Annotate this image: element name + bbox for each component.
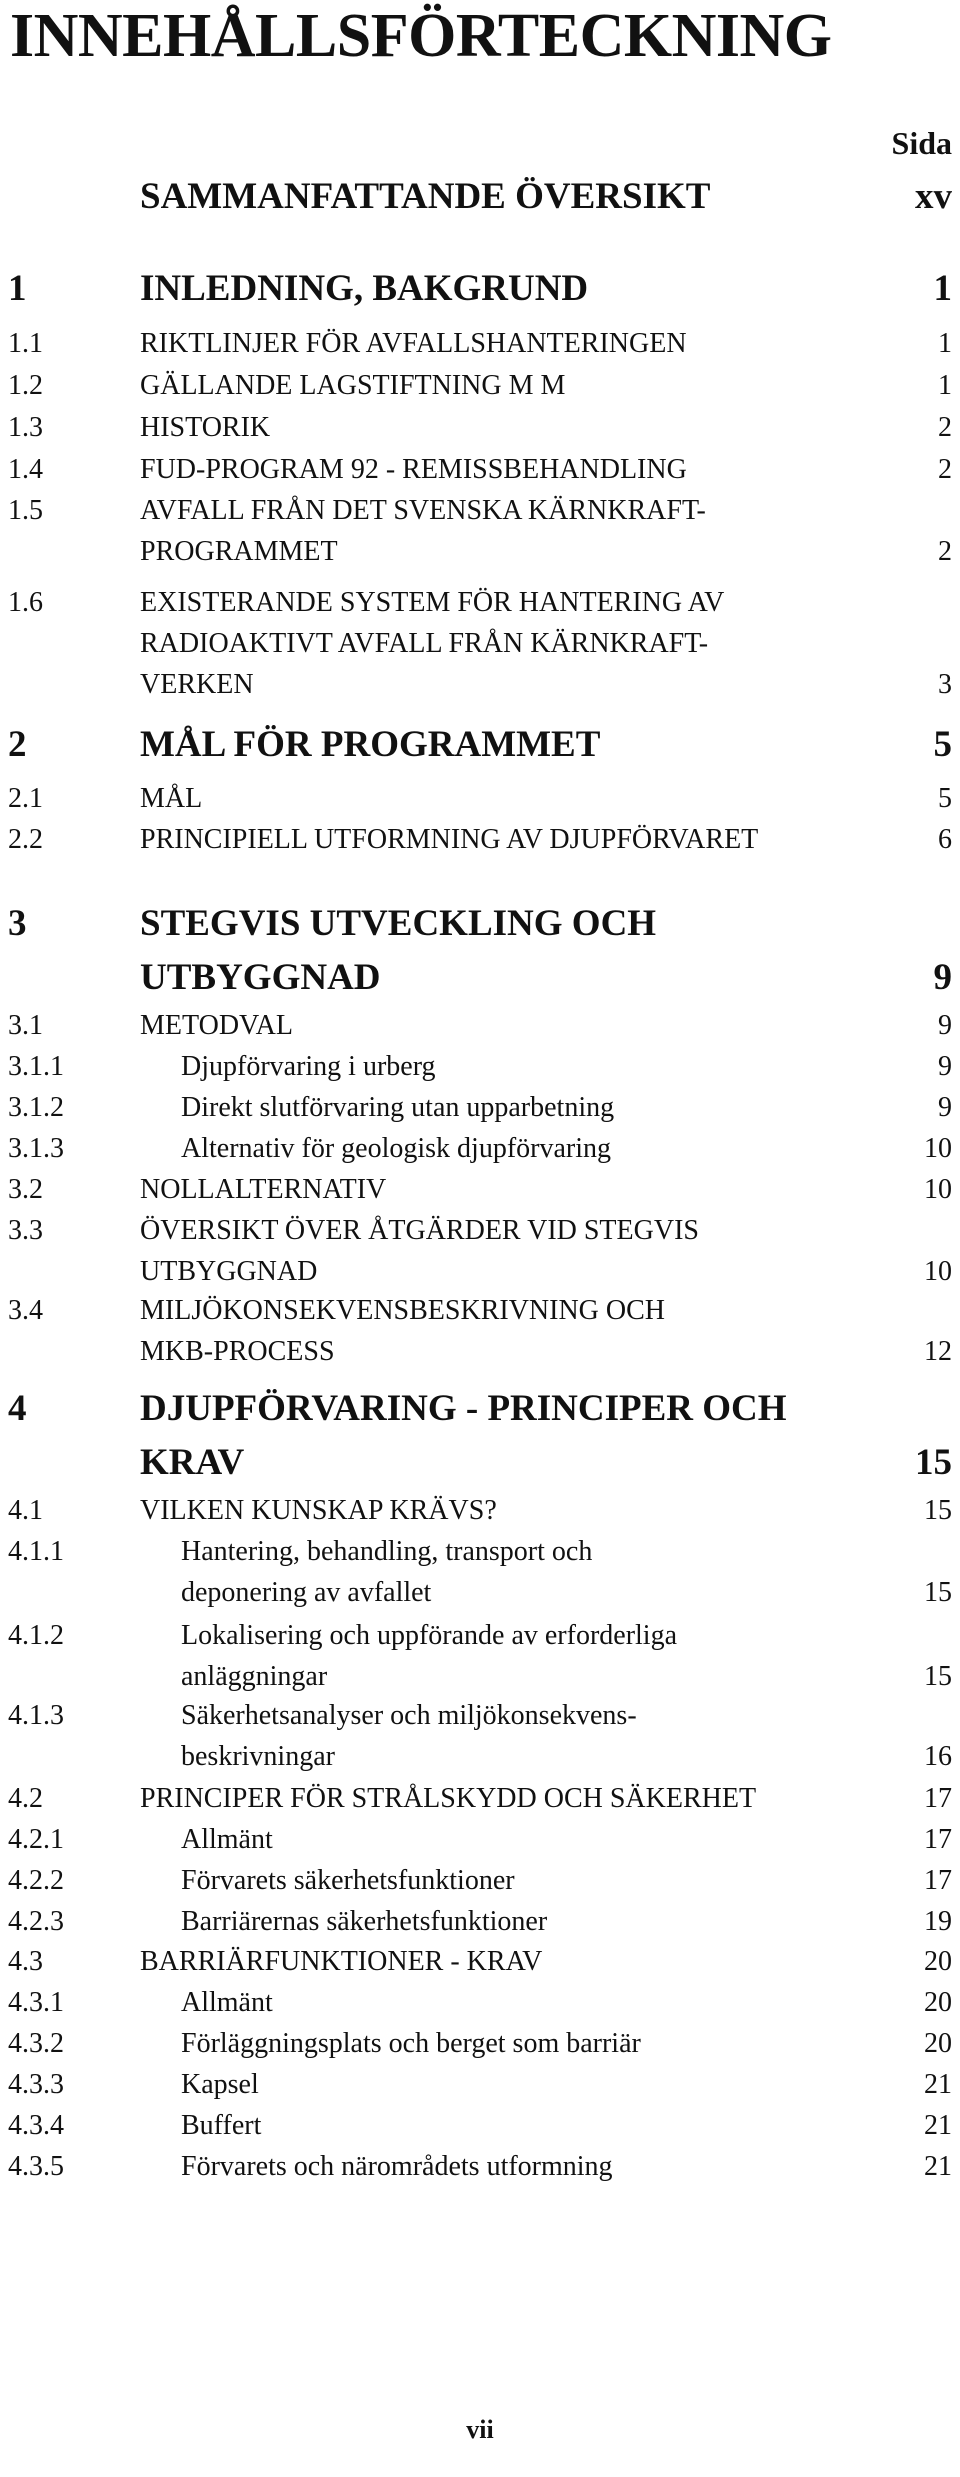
toc-entry-title: Alternativ för geologisk djupförvaring: [181, 1133, 612, 1164]
toc-entry-number: 3.1: [8, 1010, 43, 1041]
toc-entry-page: 21: [924, 2151, 952, 2182]
toc-subsection-entry[interactable]: [0, 1046, 960, 1087]
toc-section-entry[interactable]: [0, 582, 960, 705]
toc-entry-page: 20: [924, 2028, 952, 2059]
page-column-label: Sida: [891, 125, 952, 161]
toc-entry-page: 19: [924, 1906, 952, 1937]
toc-entry-number: 4.2.1: [8, 1824, 64, 1855]
toc-entry-title: Lokalisering och uppförande av erforderliga anläggningar: [181, 1620, 678, 1692]
toc-entry-page: 2: [938, 536, 952, 567]
toc-entry-page: 1: [933, 268, 952, 309]
toc-subsection-entry[interactable]: [0, 1819, 960, 1860]
toc-entry-page: 10: [924, 1133, 952, 1164]
toc-entry-page: 3: [938, 669, 952, 700]
toc-subsection-entry[interactable]: [0, 2023, 960, 2064]
toc-entry-title: Förläggningsplats och berget som barriär: [181, 2028, 641, 2059]
toc-section-entry[interactable]: [0, 1005, 960, 1046]
toc-section-entry[interactable]: [0, 365, 960, 406]
toc-entry-page: 15: [915, 1442, 952, 1483]
toc-entry-page: 2: [938, 412, 952, 443]
toc-section-entry[interactable]: [0, 819, 960, 860]
toc-subsection-entry[interactable]: [0, 2105, 960, 2146]
toc-entry-page: 15: [924, 1661, 952, 1692]
toc-entry-page: 5: [938, 783, 952, 814]
toc-entry-title: Allmänt: [181, 1987, 273, 2018]
toc-entry-number: 4.3: [8, 1946, 43, 1977]
toc-entry-title: BARRIÄRFUNKTIONER - KRAV: [140, 1946, 543, 1977]
toc-entry-page: 21: [924, 2069, 952, 2100]
toc-entry-page: 21: [924, 2110, 952, 2141]
toc-entry-title: Allmänt: [181, 1824, 273, 1855]
toc-entry-title: STEGVIS UTVECKLING OCH UTBYGGNAD: [140, 903, 657, 998]
toc-entry-title: ÖVERSIKT ÖVER ÅTGÄRDER VID STEGVIS UTBYGGNAD: [140, 1215, 699, 1287]
toc-entry-page: 1: [938, 370, 952, 401]
toc-entry-number: 1.5: [8, 495, 43, 526]
toc-subsection-entry[interactable]: [0, 1982, 960, 2023]
toc-entry-page: 17: [924, 1824, 952, 1855]
toc-entry-number: 4.1.1: [8, 1536, 64, 1567]
toc-entry-number: 3.2: [8, 1174, 43, 1205]
toc-entry-title: Hantering, behandling, transport och deponering av avfallet: [181, 1536, 593, 1608]
toc-chapter-entry[interactable]: [0, 1382, 960, 1490]
toc-entry-title: METODVAL: [140, 1010, 293, 1041]
toc-subsection-entry[interactable]: [0, 1087, 960, 1128]
toc-section-entry[interactable]: [0, 323, 960, 364]
toc-chapter-entry[interactable]: [0, 897, 960, 1005]
toc-entry-title: PRINCIPER FÖR STRÅLSKYDD OCH SÄKERHET: [140, 1783, 757, 1814]
toc-entry-number: 3.3: [8, 1215, 43, 1246]
toc-entry-page: 20: [924, 1946, 952, 1977]
toc-entry-number: 3.1.1: [8, 1051, 64, 1082]
toc-subsection-entry[interactable]: [0, 1531, 960, 1613]
toc-entry-title: AVFALL FRÅN DET SVENSKA KÄRNKRAFT- PROGRAMMET: [140, 495, 706, 567]
toc-entry-number: 4.2.3: [8, 1906, 64, 1937]
toc-entry-number: 4.1.3: [8, 1700, 64, 1731]
toc-entry-title: HISTORIK: [140, 412, 271, 443]
toc-entry-number: 1.3: [8, 412, 43, 443]
toc-entry-page: 17: [924, 1865, 952, 1896]
toc-section-entry[interactable]: [0, 490, 960, 572]
toc-entry-page: 15: [924, 1495, 952, 1526]
toc-section-entry[interactable]: [0, 449, 960, 490]
toc-entry-number: 2.1: [8, 783, 43, 814]
toc-entry-title: INLEDNING, BAKGRUND: [140, 268, 589, 309]
toc-summary-entry[interactable]: [140, 175, 952, 219]
toc-section-entry[interactable]: [0, 1210, 960, 1292]
toc-section-entry[interactable]: [0, 1490, 960, 1531]
toc-entry-number: 3.1.3: [8, 1133, 64, 1164]
toc-entry-page: 9: [938, 1051, 952, 1082]
toc-subsection-entry[interactable]: [0, 2146, 960, 2187]
toc-entry-page: 9: [938, 1092, 952, 1123]
toc-entry-title: DJUPFÖRVARING - PRINCIPER OCH KRAV: [140, 1388, 787, 1483]
toc-entry-title: Djupförvaring i urberg: [181, 1051, 436, 1082]
toc-entry-title: FUD-PROGRAM 92 - REMISSBEHANDLING: [140, 454, 687, 485]
toc-entry-title: MÅL: [140, 783, 203, 814]
toc-entry-title: GÄLLANDE LAGSTIFTNING M M: [140, 370, 566, 401]
toc-entry-number: 2: [8, 724, 27, 765]
toc-entry-page: 16: [924, 1741, 952, 1772]
toc-summary-title: SAMMANFATTANDE ÖVERSIKT: [140, 176, 711, 217]
toc-entry-number: 3.4: [8, 1295, 43, 1326]
toc-entry-number: 4.3.3: [8, 2069, 64, 2100]
toc-entry-number: 1.4: [8, 454, 43, 485]
toc-entry-page: 1: [938, 328, 952, 359]
toc-entry-number: 1: [8, 268, 27, 309]
toc-section-entry[interactable]: [0, 1290, 960, 1372]
toc-entry-title: PRINCIPIELL UTFORMNING AV DJUPFÖRVARET: [140, 824, 759, 855]
toc-entry-number: 1.1: [8, 328, 43, 359]
toc-section-entry[interactable]: [0, 1941, 960, 1982]
toc-entry-title: MÅL FÖR PROGRAMMET: [140, 724, 601, 765]
toc-entry-page: 5: [933, 724, 952, 765]
toc-subsection-entry[interactable]: [0, 2064, 960, 2105]
toc-entry-number: 2.2: [8, 824, 43, 855]
toc-entry-title: Direkt slutförvaring utan upparbetning: [181, 1092, 615, 1123]
toc-entry-page: 20: [924, 1987, 952, 2018]
toc-entry-page: 6: [938, 824, 952, 855]
toc-entry-number: 4.1.2: [8, 1620, 64, 1651]
toc-chapter-entry[interactable]: [0, 718, 960, 772]
toc-entry-title: RIKTLINJER FÖR AVFALLSHANTERINGEN: [140, 328, 687, 359]
page-title: INNEHÅLLSFÖRTECKNING: [10, 2, 832, 70]
toc-entry-number: 4.3.1: [8, 1987, 64, 2018]
toc-entry-title: Kapsel: [181, 2069, 259, 2100]
toc-entry-title: NOLLALTERNATIV: [140, 1174, 387, 1205]
toc-entry-number: 4.3.5: [8, 2151, 64, 2182]
toc-entry-number: 4.2.2: [8, 1865, 64, 1896]
toc-entry-number: 3: [8, 903, 27, 944]
toc-entry-page: 17: [924, 1783, 952, 1814]
toc-entry-number: 4.3.4: [8, 2110, 64, 2141]
toc-entry-title: Säkerhetsanalyser och miljökonsekvens- beskrivningar: [181, 1700, 637, 1772]
toc-subsection-entry[interactable]: [0, 1901, 960, 1942]
toc-entry-title: VILKEN KUNSKAP KRÄVS?: [140, 1495, 497, 1526]
toc-entry-number: 4.2: [8, 1783, 43, 1814]
toc-subsection-entry[interactable]: [0, 1695, 960, 1777]
toc-subsection-entry[interactable]: [0, 1128, 960, 1169]
footer-page-number: vii: [466, 2415, 494, 2444]
toc-entry-number: 4.3.2: [8, 2028, 64, 2059]
toc-entry-page: 10: [924, 1174, 952, 1205]
toc-section-entry[interactable]: [0, 1778, 960, 1819]
toc-section-entry[interactable]: [0, 1169, 960, 1210]
toc-subsection-entry[interactable]: [0, 1860, 960, 1901]
toc-entry-page: 12: [924, 1336, 952, 1367]
toc-chapter-entry[interactable]: [0, 262, 960, 316]
toc-entry-page: 10: [924, 1256, 952, 1287]
toc-section-entry[interactable]: [0, 407, 960, 448]
toc-entry-number: 1.2: [8, 370, 43, 401]
toc-entry-title: MILJÖKONSEKVENSBESKRIVNING OCH MKB-PROCESS: [140, 1295, 666, 1367]
toc-entry-number: 4.1: [8, 1495, 43, 1526]
toc-entry-title: EXISTERANDE SYSTEM FÖR HANTERING AV RADIOAKTIVT AVFALL FRÅN KÄRNKRAFT- VERKEN: [140, 587, 725, 700]
toc-entry-number: 4: [8, 1388, 27, 1429]
toc-entry-number: 3.1.2: [8, 1092, 64, 1123]
toc-entry-title: Förvarets säkerhetsfunktioner: [181, 1865, 515, 1896]
toc-subsection-entry[interactable]: [0, 1615, 960, 1697]
toc-entry-title: Buffert: [181, 2110, 262, 2141]
toc-section-entry[interactable]: [0, 778, 960, 819]
toc-entry-page: 15: [924, 1577, 952, 1608]
toc-entry-page: 9: [938, 1010, 952, 1041]
toc-entry-title: Barriärernas säkerhetsfunktioner: [181, 1906, 548, 1937]
toc-entry-page: 9: [933, 957, 952, 998]
toc-entry-number: 1.6: [8, 587, 43, 618]
toc-entry-page: 2: [938, 454, 952, 485]
toc-summary-page: xv: [915, 176, 952, 217]
toc-entry-title: Förvarets och närområdets utformning: [181, 2151, 613, 2182]
